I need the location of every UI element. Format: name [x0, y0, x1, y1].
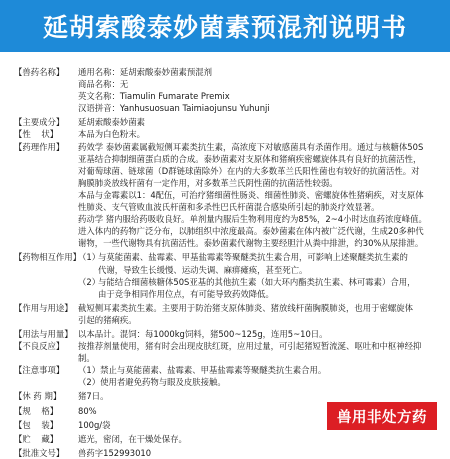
otc-badge-text: 兽用非处方药 — [337, 409, 427, 426]
pharmacology-row — [14, 141, 436, 153]
storage-label: 【贮 藏】 — [14, 433, 59, 444]
interaction-item-number: （1） — [78, 252, 101, 263]
pharmacology-label: 【药理作用】 — [14, 141, 65, 152]
pharmacology-line: 对葡萄球菌、链球菌（D群链球菌除外）在内的大多数革兰氏阳性菌也有较好的抗菌活性。对 — [78, 165, 420, 176]
pharmacology-line: 谢物，一些代谢物具有抗菌活性。泰妙菌素代谢物主要经胆汁从粪中排泄，约30%从尿排泄。 — [78, 238, 424, 249]
interaction-row — [14, 251, 436, 263]
appearance-value: 本品为白色粉末。 — [78, 129, 145, 140]
pinyin-name-value: Yanhusuosuan Taimiaojunsu Yuhunji — [119, 103, 270, 114]
generic-name-value: 延胡索酸泰妙菌素预混剂 — [119, 67, 212, 77]
english-name-value: Tiamulin Fumarate Premix — [119, 91, 230, 102]
pharmacology-line: 药动学 猪内服给药吸收良好。单剂量内服后生物利用度约为85%，2~4小时达血药浓度峰值。 — [78, 214, 427, 225]
approval-row — [14, 447, 436, 459]
trade-name-row — [14, 78, 436, 90]
interaction-line: 由于竞争相同作用位点，有可能导致药效降低。 — [98, 288, 274, 299]
precautions-item: （1）禁止与莫能菌素、盐霉素、甲基盐霉素等聚醚类抗生素合用。 — [78, 365, 327, 376]
main-ingredient-label: 【主要成分】 — [14, 117, 65, 128]
interaction-line: 与能结合细菌核糖体50S亚基的其他抗生素（如大环内酯类抗生素、林可霉素）合用， — [98, 276, 416, 287]
indications-line: 引起的猪痢疾。 — [78, 314, 137, 325]
appearance-row — [14, 128, 436, 140]
drug-name-label: 【兽药名称】 — [14, 67, 65, 77]
dosage-row — [14, 328, 436, 340]
adverse-label: 【不良反应】 — [14, 341, 65, 352]
dosage-value: 以本品计。混饲：每1000kg饲料，猪500~125g，连用5~10日。 — [78, 328, 328, 339]
approval-label: 【批准文号】 — [14, 447, 65, 458]
interaction-line: 与莫能菌素、盐霉素、甲基盐霉素等聚醚类抗生素合用，可影响上述聚醚类抗生素的 — [98, 252, 408, 263]
pharmacology-line: 性肺炎、支气管败血波氏杆菌和多杀性巴氏杆菌混合感染所引起的肺炎疗效显著。 — [78, 202, 380, 213]
withdrawal-value: 猪7日。 — [78, 391, 109, 402]
otc-veterinary-badge — [327, 402, 437, 430]
pharmacology-line: 本品与金霉素以1：4配伍，可治疗猪细菌性肠炎、细菌性肺炎、密螺旋体性猪痢疾，对支原体 — [78, 189, 424, 200]
dosage-label: 【用法与用量】 — [14, 328, 73, 339]
interaction-item2-row — [14, 276, 436, 288]
approval-value: 兽药字152993010 — [78, 447, 152, 458]
generic-name-label: 通用名称： — [78, 67, 120, 77]
package-value: 100g/袋 — [78, 419, 111, 430]
indications-row — [14, 302, 436, 314]
interaction-label: 【药物相互作用】 — [14, 252, 81, 263]
pharmacology-line: 药效学 泰妙菌素属截短侧耳素类抗生素，高浓度下对敏感菌具有杀菌作用。通过与核糖体50S — [78, 141, 424, 152]
drug-name-generic-row — [14, 66, 436, 78]
document-title-banner — [0, 0, 450, 52]
storage-value: 遮光，密闭，在干燥处保存。 — [78, 433, 187, 444]
main-ingredient-value: 延胡索酸泰妙菌素 — [78, 117, 145, 128]
pinyin-name-row — [14, 102, 436, 114]
document-title: 延胡索酸泰妙菌素预混剂说明书 — [42, 13, 407, 42]
adverse-row — [14, 340, 436, 364]
indications-label: 【作用与用途】 — [14, 302, 73, 313]
english-name-row — [14, 90, 436, 102]
spec-label: 【规 格】 — [14, 405, 59, 416]
indications-line: 截短侧耳素类抗生素。主要用于防治猪支原体肺炎、猪放线杆菌胸膜肺炎，也用于密螺旋体 — [78, 302, 413, 313]
pharmacology-line: 胸膜肺炎放线杆菌有一定作用，对多数革兰氏阴性菌的抗菌活性较弱。 — [78, 177, 338, 188]
precautions-label: 【注意事项】 — [14, 365, 65, 376]
adverse-value: 按推荐剂量使用，猪有时会出现皮肤红斑，应用过量，可引起猪短暂流涎、呕吐和中枢神经抑制。 — [78, 341, 422, 364]
trade-name-value: 无 — [119, 79, 129, 90]
precautions-item: （2）使用者避免药物与眼及皮肤接触。 — [78, 377, 226, 388]
trade-name-label: 商品名称： — [78, 79, 120, 90]
pharmacology-line: 亚基结合抑制细菌蛋白质的合成。泰妙菌素对支原体和猪痢疾密螺旋体具有良好的抗菌活性， — [78, 153, 422, 164]
interaction-line: 代谢，导致生长缓慢、运动失调、麻痹瘫痪，甚至死亡。 — [98, 264, 308, 275]
pharmacology-line: 进入体内的药物广泛分布，以肺组织中浓度最高。泰妙菌素在体内被广泛代谢，生成20多种代 — [78, 226, 424, 237]
package-label: 【包 装】 — [14, 419, 59, 430]
main-ingredient-row — [14, 116, 436, 128]
spec-value: 80% — [78, 405, 97, 416]
instruction-document — [14, 66, 436, 459]
precautions-row — [14, 364, 436, 376]
appearance-label: 【性 状】 — [14, 129, 59, 140]
pinyin-name-label: 汉语拼音： — [78, 103, 120, 114]
interaction-item-number: （2） — [78, 276, 101, 287]
withdrawal-row — [14, 390, 436, 402]
withdrawal-label: 【休 药 期】 — [14, 391, 62, 402]
english-name-label: 英文名称： — [78, 91, 120, 102]
storage-row — [14, 433, 436, 445]
